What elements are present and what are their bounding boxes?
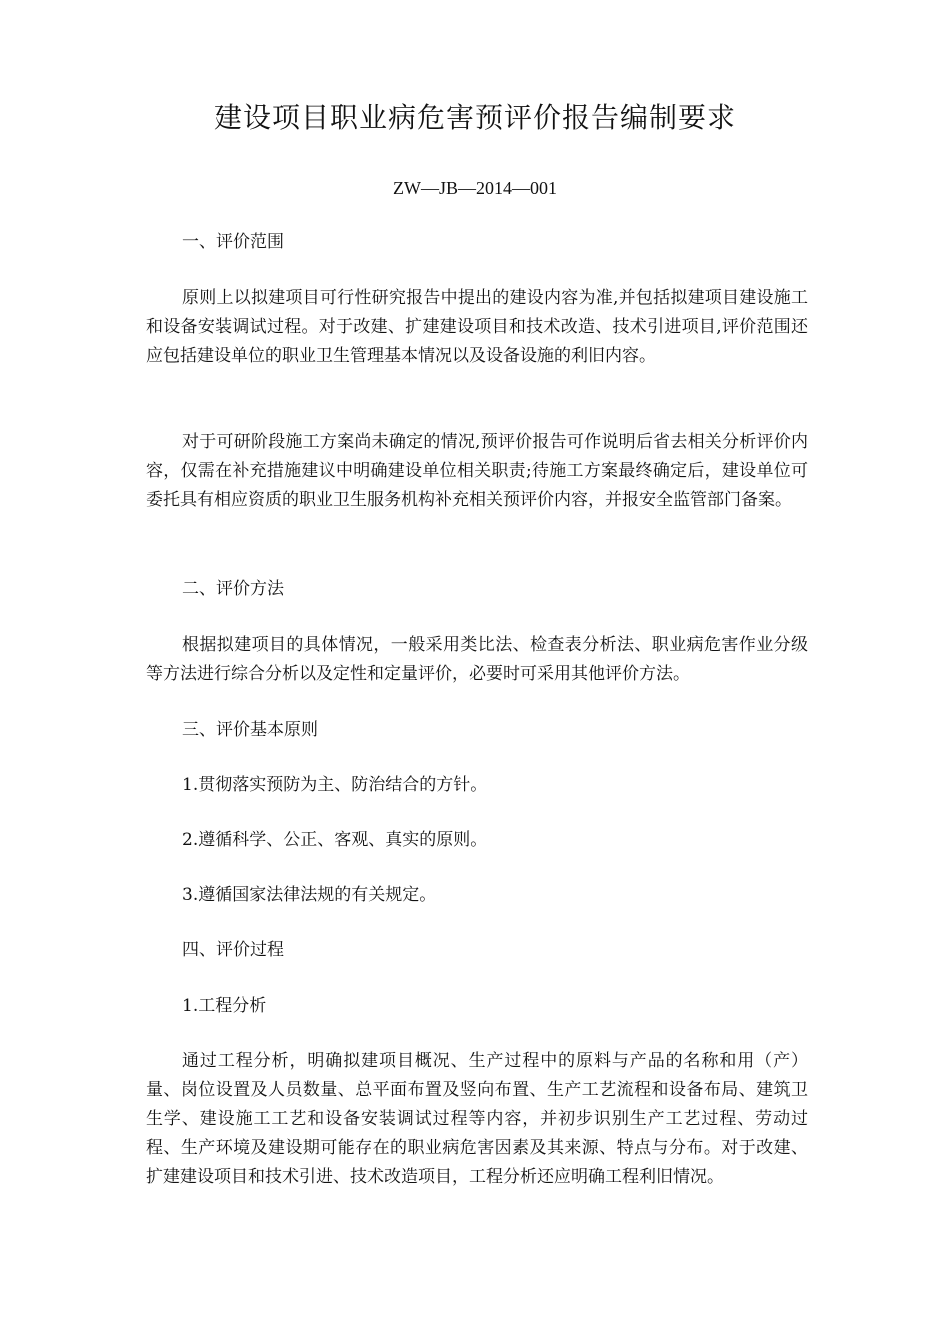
paragraph-method-1: 根据拟建项目的具体情况，一般采用类比法、检查表分析法、职业病危害作业分级等方法进行综合分析以及定性和定量评价，必要时可采用其他评价方法。 xyxy=(146,635,808,684)
principle-item-3: 3.遵循国家法律法规的有关规定。 xyxy=(182,885,437,905)
section-heading-principles: 三、评价基本原则 xyxy=(182,720,318,740)
subsection-heading-engineering-analysis: 1.工程分析 xyxy=(182,996,267,1016)
document-title: 建设项目职业病危害预评价报告编制要求 xyxy=(213,101,736,134)
paragraph-scope-2: 对于可研阶段施工方案尚未确定的情况,预评价报告可作说明后省去相关分析评价内容，仅需在补充措施建议中明确建设单位相关职责;待施工方案最终确定后，建设单位可委托具有相应资质的职业卫生服务机构补充相关预评价内容，并报安全监管部门备案。 xyxy=(146,432,808,510)
principle-item-2: 2.遵循科学、公正、客观、真实的原则。 xyxy=(182,830,488,850)
paragraph-scope-1: 原则上以拟建项目可行性研究报告中提出的建设内容为准,并包括拟建项目建设施工和设备安装调试过程。对于改建、扩建建设项目和技术改造、技术引进项目,评价范围还应包括建设单位的职业卫生管理基本情况以及设备设施的利旧内容。 xyxy=(146,288,808,366)
section-heading-method: 二、评价方法 xyxy=(182,579,284,599)
document-code: ZW—JB—2014—001 xyxy=(393,178,557,198)
paragraph-process-1: 通过工程分析，明确拟建项目概况、生产过程中的原料与产品的名称和用（产）量、岗位设置及人员数量、总平面布置及竖向布置、生产工艺流程和设备布局、建筑卫生学、建设施工工艺和设备安装调试过程等内容，并初步识别生产工艺过程、劳动过程、生产环境及建设期可能存在的职业病危害因素及其来源、特点与分布。对于改建、扩建建设项目和技术引进、技术改造项目，工程分析还应明确工程利旧情况。 xyxy=(146,1051,808,1187)
section-heading-process: 四、评价过程 xyxy=(182,940,284,960)
section-heading-scope: 一、评价范围 xyxy=(182,232,284,252)
principle-item-1: 1.贯彻落实预防为主、防治结合的方针。 xyxy=(182,775,488,795)
